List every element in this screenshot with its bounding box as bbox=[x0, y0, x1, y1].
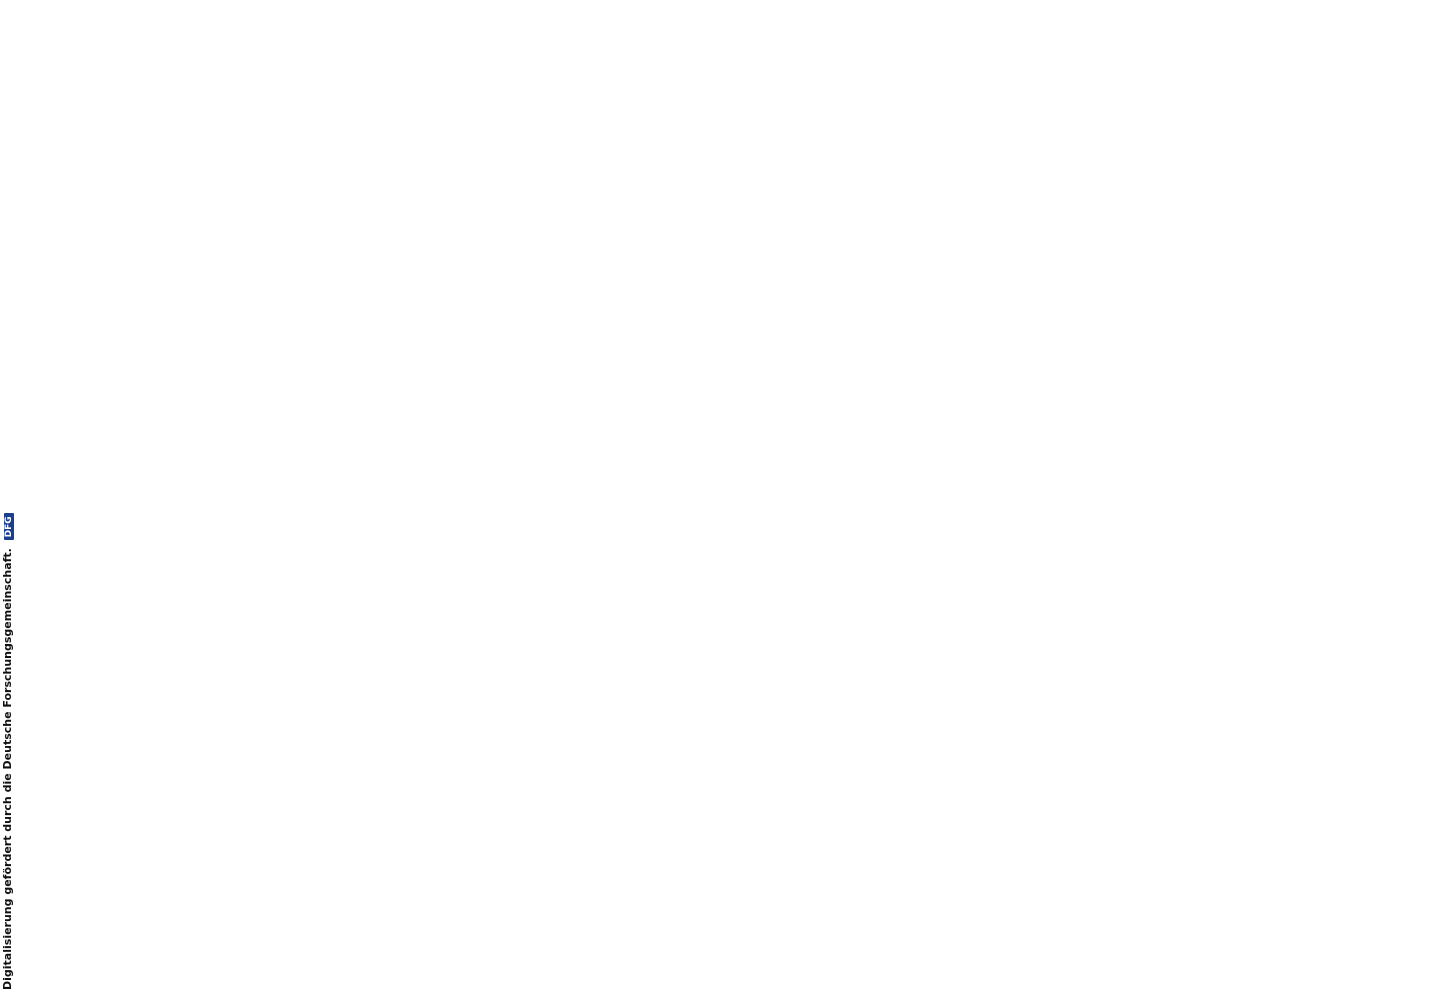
digitization-stamp bbox=[0, 0, 30, 1000]
stamp-text: Digitalisierung gefördert durch die Deutsche Forschungsgemeinschaft. bbox=[1, 548, 14, 990]
dfg-logo-icon: DFG bbox=[4, 513, 14, 540]
